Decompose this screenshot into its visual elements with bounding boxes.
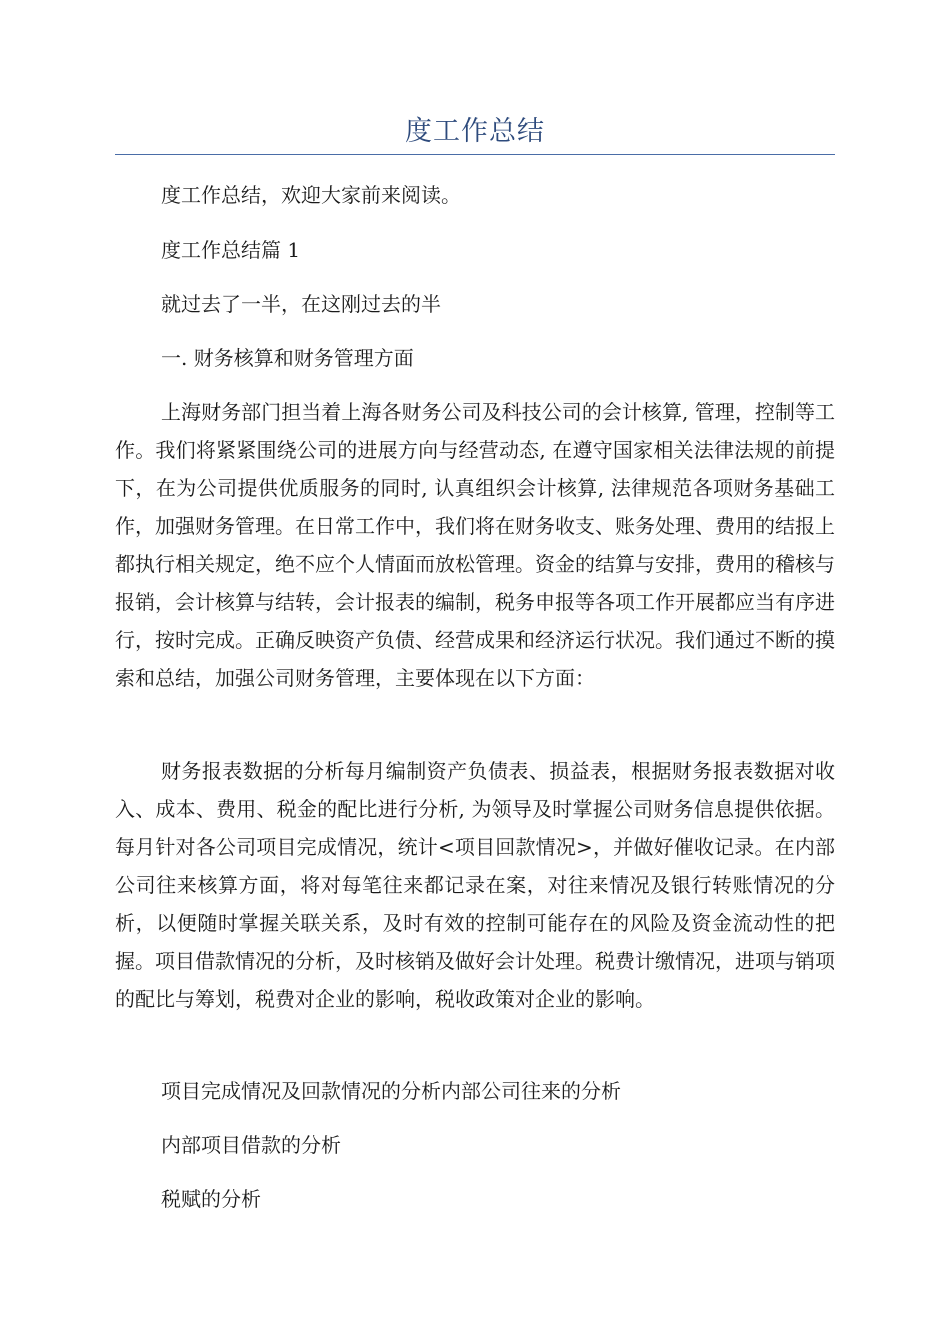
document-title: 度工作总结 [405, 116, 545, 147]
body-paragraph-report-analysis: 财务报表数据的分析每月编制资产负债表、损益表，根据财务报表数据对收入、成本、费用、税金的配比进行分析, 为领导及时掌握公司财务信息提供依据。每月针对各公司项目完成情况，统计<项目回款情况>，并做好催收记录。在内部公司往来核算方面，将对每笔往来都记录在案，对往来情况及银行转账情况的分析，以便随时掌握关联关系，及时有效的控制可能存在的风险及资金流动性的把握。项目借款情况的分析，及时核销及做好会计处理。税费计缴情况，进项与销项的配比与筹划，税费对企业的影响，税收政策对企业的影响。 [115, 759, 835, 1011]
list-item-project-analysis: 项目完成情况及回款情况的分析内部公司往来的分析 [161, 1079, 621, 1103]
section-heading: 度工作总结篇 1 [161, 238, 301, 262]
body-paragraph-finance-dept: 上海财务部门担当着上海各财务公司及科技公司的会计核算, 管理，控制等工作。我们将紧紧围绕公司的进展方向与经营动态, 在遵守国家相关法律法规的前提下，在为公司提供优质服务的同时, 认真组织会计核算, 法律规范各项财务基础工作，加强财务管理。在日常工作中，我们将在财务收支、账务处理、费用的结报上都执行相关规定，绝不应个人情面而放松管理。资金的结算与安排，费用的稽核与报销，会计核算与结转，会计报表的编制，税务申报等各项工作开展都应当有序进行，按时完成。正确反映资产负债、经营成果和经济运行状况。我们通过不断的摸索和总结，加强公司财务管理，主要体现在以下方面： [115, 400, 835, 690]
intro-paragraph: 度工作总结，欢迎大家前来阅读。 [161, 183, 461, 207]
subsection-heading: 一. 财务核算和财务管理方面 [161, 346, 414, 370]
opening-line: 就过去了一半，在这刚过去的半 [161, 292, 441, 316]
list-item-internal-loan: 内部项目借款的分析 [161, 1133, 341, 1157]
list-item-tax-analysis: 税赋的分析 [161, 1187, 261, 1211]
title-underline [115, 154, 835, 155]
